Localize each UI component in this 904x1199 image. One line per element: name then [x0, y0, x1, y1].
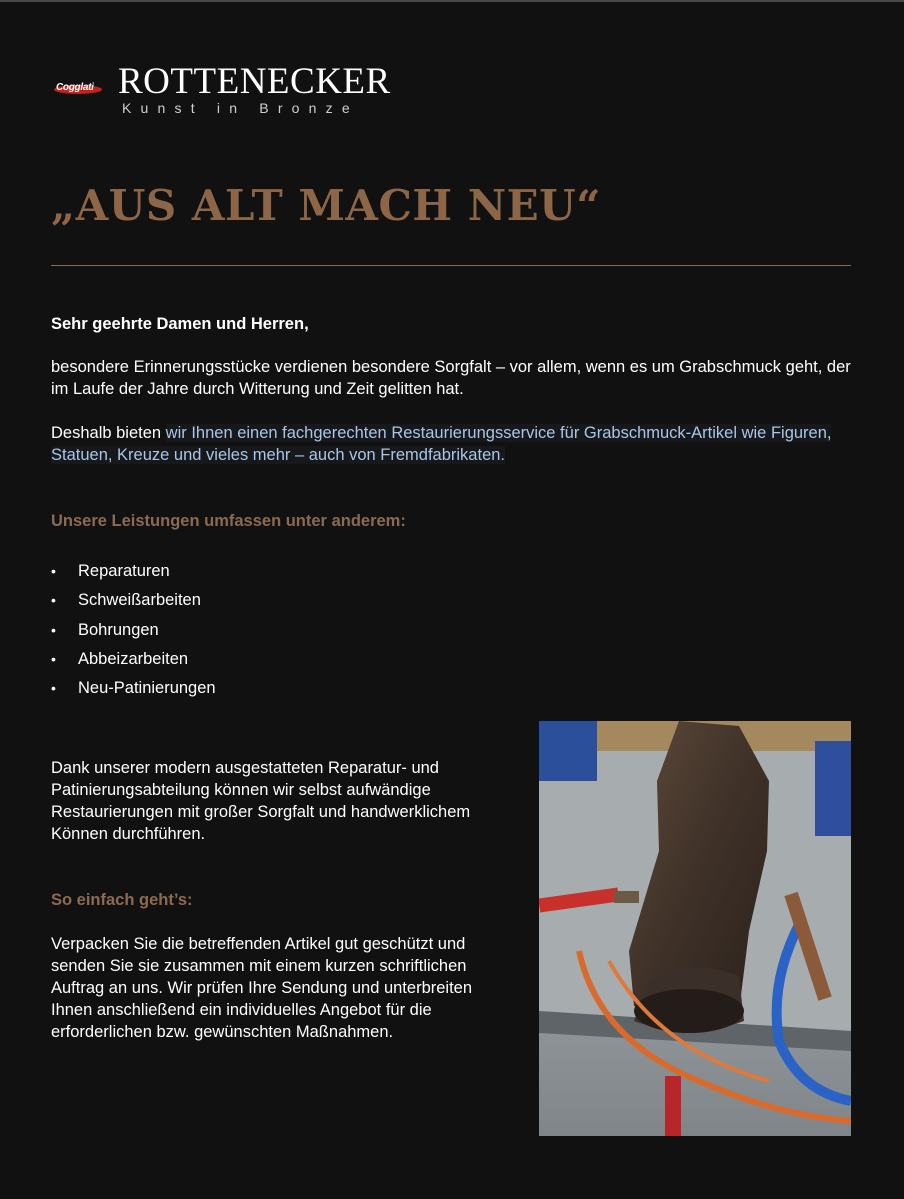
bronze-statue-image [539, 721, 851, 1136]
top-border [0, 0, 904, 2]
offer-lead: Deshalb bieten [51, 424, 166, 442]
logo-tagline: Kunst in Bronze [122, 100, 359, 116]
list-item [51, 677, 216, 706]
offer-highlight: wir Ihnen einen fachgerechten Restaurierungsservice für Grabschmuck-Artikel wie Figuren, Statuen, Kreuze und vieles mehr – auch von Fremdfabrikaten. [51, 424, 832, 464]
workshop-paragraph: Dank unserer modern ausgestatteten Reparatur- und Patinierungsabteilung können wir selbst aufwändige Restaurierungen mit großer Sorgfalt und handwerklichem Können durchführen. [51, 759, 471, 843]
list-item [51, 560, 216, 589]
divider [51, 265, 851, 266]
rottenecker-logo[interactable] [56, 61, 391, 122]
service-label: Abbeizarbeiten [78, 649, 189, 668]
bullet-icon: • [51, 650, 56, 667]
greeting: Sehr geehrte Damen und Herren, [51, 315, 309, 333]
services-list [51, 560, 216, 706]
service-label: Reparaturen [78, 562, 170, 580]
service-label: Neu-Patinierungen [78, 679, 216, 698]
service-label: Schweißarbeiten [78, 591, 201, 610]
intro-paragraph: besondere Erinnerungsstücke verdienen besondere Sorgfalt – vor allem, wenn es um Grabschmuck geht, der im Laufe der Jahre durch Witterung und Zeit gelitten hat. [51, 358, 851, 398]
list-item [51, 589, 216, 618]
coggiati-logo-badge [56, 82, 94, 93]
bullet-icon: • [51, 621, 56, 638]
badge-text: Cogglati [56, 82, 94, 93]
howto-paragraph: Verpacken Sie die betreffenden Artikel gut geschützt und senden Sie sie zusammen mit einem kurzen schriftlichen Auftrag an uns. Wir prüfen Ihre Sendung und unterbreiten Ihnen anschließend ein individuelles Angebot für die erforderlichen bzw. gewünschten Maßnahmen. [51, 935, 473, 1041]
logo-name: ROTTENECKER [118, 61, 391, 102]
restoration-photo [539, 721, 851, 1136]
bullet-icon: • [51, 680, 56, 697]
howto-heading: So einfach geht’s: [51, 891, 193, 909]
page-title: „AUS ALT MACH NEU“ [51, 181, 601, 230]
list-item [51, 648, 216, 677]
bullet-icon: • [51, 592, 56, 609]
service-label: Bohrungen [78, 620, 159, 639]
offer-paragraph [51, 422, 851, 466]
services-heading: Unsere Leistungen umfassen unter anderem: [51, 512, 406, 530]
bullet-icon: • [51, 563, 56, 579]
list-item [51, 619, 216, 648]
